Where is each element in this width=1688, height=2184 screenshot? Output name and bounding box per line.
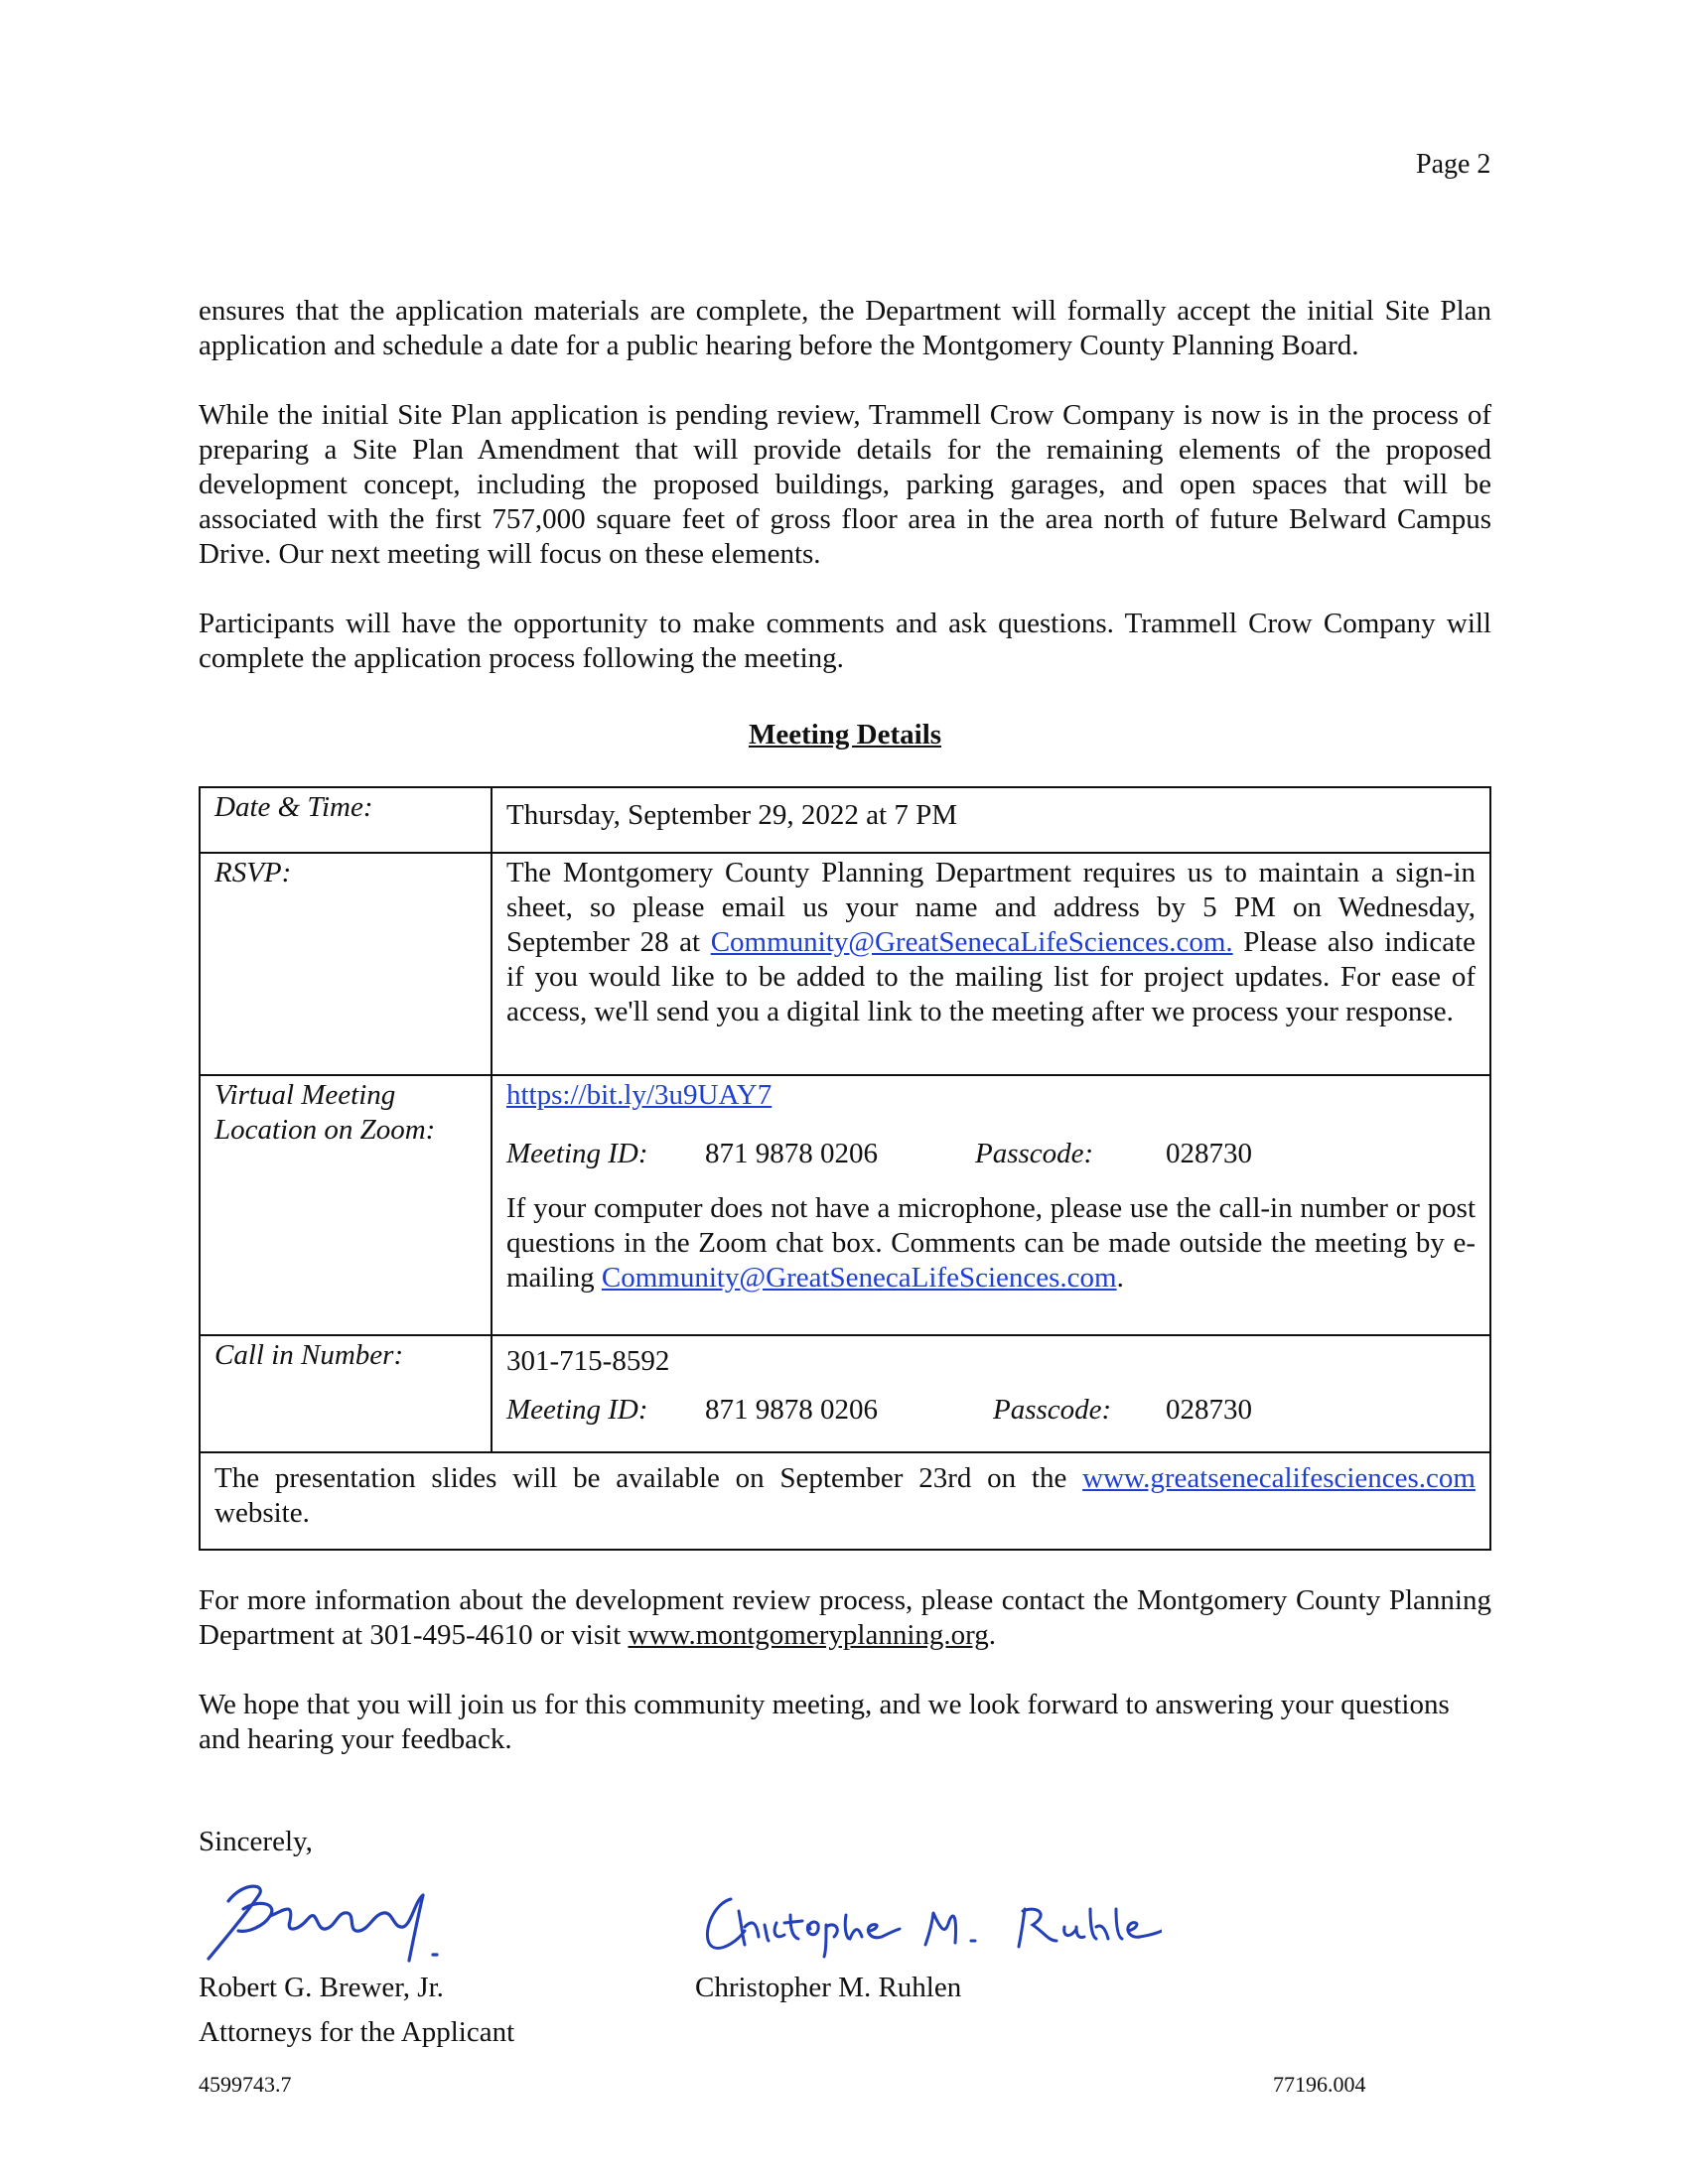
meeting-details-table bbox=[199, 786, 1491, 1551]
signer-left-title: Attorneys for the Applicant bbox=[199, 2016, 515, 2048]
brewer-signature bbox=[199, 1871, 447, 1971]
rsvp-email-link[interactable]: Community@GreatSenecaLifeSciences.com. bbox=[710, 926, 1233, 958]
call-meeting-id-label: Meeting ID: bbox=[506, 1394, 648, 1426]
page-number: Page 2 bbox=[1416, 149, 1491, 180]
slides-text-2: website. bbox=[214, 1497, 310, 1529]
call-passcode-value: 028730 bbox=[1166, 1394, 1252, 1426]
call-in-label: Call in Number: bbox=[200, 1335, 492, 1452]
ruhlen-signature bbox=[695, 1881, 1162, 1961]
slides-note bbox=[200, 1452, 1490, 1550]
paragraph-site-plan: While the initial Site Plan application is pending review, Trammell Crow Company is now is in the process of preparing a Site Plan Amendment that will provide details for the remaining elements of the proposed development concept, including the proposed buildings, parking garages, and open spaces that will be associated with the first 757,000 square feet of gross floor area in the area north of future Belward Campus Drive. Our next meeting will focus on these elements. bbox=[199, 399, 1491, 570]
footer-left-code: 4599743.7 bbox=[199, 2072, 292, 2097]
virtual-location-value bbox=[492, 1075, 1490, 1335]
slides-text-1: The presentation slides will be available on September 23rd on the bbox=[214, 1462, 1083, 1494]
footer-right-code: 77196.004 bbox=[1273, 2072, 1366, 2097]
mic-text-2: . bbox=[1116, 1262, 1124, 1294]
slides-website-link[interactable]: www.greatsenecalifesciences.com bbox=[1082, 1462, 1476, 1494]
call-meeting-info bbox=[506, 1393, 1476, 1428]
rsvp-text-1: The Montgomery County Planning Department requires us to maintain a sign-in sheet, so please email us your name and address by 5 PM on Wednesday, September 28 at bbox=[506, 857, 1476, 958]
microphone-note bbox=[506, 1191, 1476, 1296]
mic-text-1: If your computer does not have a microphone, please use the call-in number or post questions in the Zoom chat box. Comments can be made outside the meeting by e-mailing bbox=[506, 1192, 1476, 1294]
call-meeting-id-value: 871 9878 0206 bbox=[705, 1394, 878, 1426]
meeting-details-heading: Meeting Details bbox=[748, 719, 942, 751]
passcode-label: Passcode: bbox=[975, 1138, 1094, 1169]
passcode-value: 028730 bbox=[1166, 1138, 1252, 1169]
more-info-text-1: For more information about the development review process, please contact the Montgomery County Planning Department at 301-495-4610 or visit bbox=[199, 1584, 1491, 1651]
virtual-location-label: Virtual Meeting Location on Zoom: bbox=[200, 1075, 492, 1335]
mic-email-link[interactable]: Community@GreatSenecaLifeSciences.com bbox=[601, 1262, 1117, 1294]
call-in-number: 301-715-8592 bbox=[506, 1345, 670, 1377]
paragraph-intro: ensures that the application materials are complete, the Department will formally accept the initial Site Plan application and schedule a date for a public hearing before the Montgomery County Planning Board. bbox=[199, 295, 1491, 361]
paragraph-more-info bbox=[199, 1583, 1491, 1653]
rsvp-value bbox=[492, 853, 1490, 1075]
zoom-meeting-info bbox=[506, 1137, 1476, 1171]
table-row-date bbox=[200, 787, 1490, 853]
meeting-id-value: 871 9878 0206 bbox=[705, 1138, 878, 1169]
table-row-virtual bbox=[200, 1075, 1490, 1335]
table-row-call bbox=[200, 1335, 1490, 1452]
date-time-value: Thursday, September 29, 2022 at 7 PM bbox=[492, 787, 1490, 853]
meeting-id-label: Meeting ID: bbox=[506, 1138, 648, 1169]
zoom-link[interactable]: https://bit.ly/3u9UAY7 bbox=[506, 1079, 773, 1111]
more-info-text-2: . bbox=[988, 1619, 997, 1651]
sincerely-text: Sincerely, bbox=[199, 1826, 313, 1857]
call-passcode-label: Passcode: bbox=[993, 1394, 1112, 1426]
rsvp-label: RSVP: bbox=[200, 853, 492, 1075]
paragraph-participants: Participants will have the opportunity to make comments and ask questions. Trammell Crow Company will complete the application process following the meeting. bbox=[199, 608, 1491, 674]
call-in-value bbox=[492, 1335, 1490, 1452]
paragraph-closing: We hope that you will join us for this community meeting, and we look forward to answering your questions and hearing your feedback. bbox=[199, 1689, 1450, 1755]
table-row-slides bbox=[200, 1452, 1490, 1550]
montgomery-planning-link[interactable]: www.montgomeryplanning.org bbox=[628, 1619, 989, 1651]
signer-right-name: Christopher M. Ruhlen bbox=[695, 1972, 962, 2003]
signer-left-name: Robert G. Brewer, Jr. bbox=[199, 1972, 444, 2003]
date-time-label: Date & Time: bbox=[200, 787, 492, 853]
table-row-rsvp bbox=[200, 853, 1490, 1075]
rsvp-text-2: Please also indicate if you would like to be added to the mailing list for project updates. For ease of access, we'll send you a digital link to the meeting after we process your response. bbox=[506, 926, 1476, 1027]
